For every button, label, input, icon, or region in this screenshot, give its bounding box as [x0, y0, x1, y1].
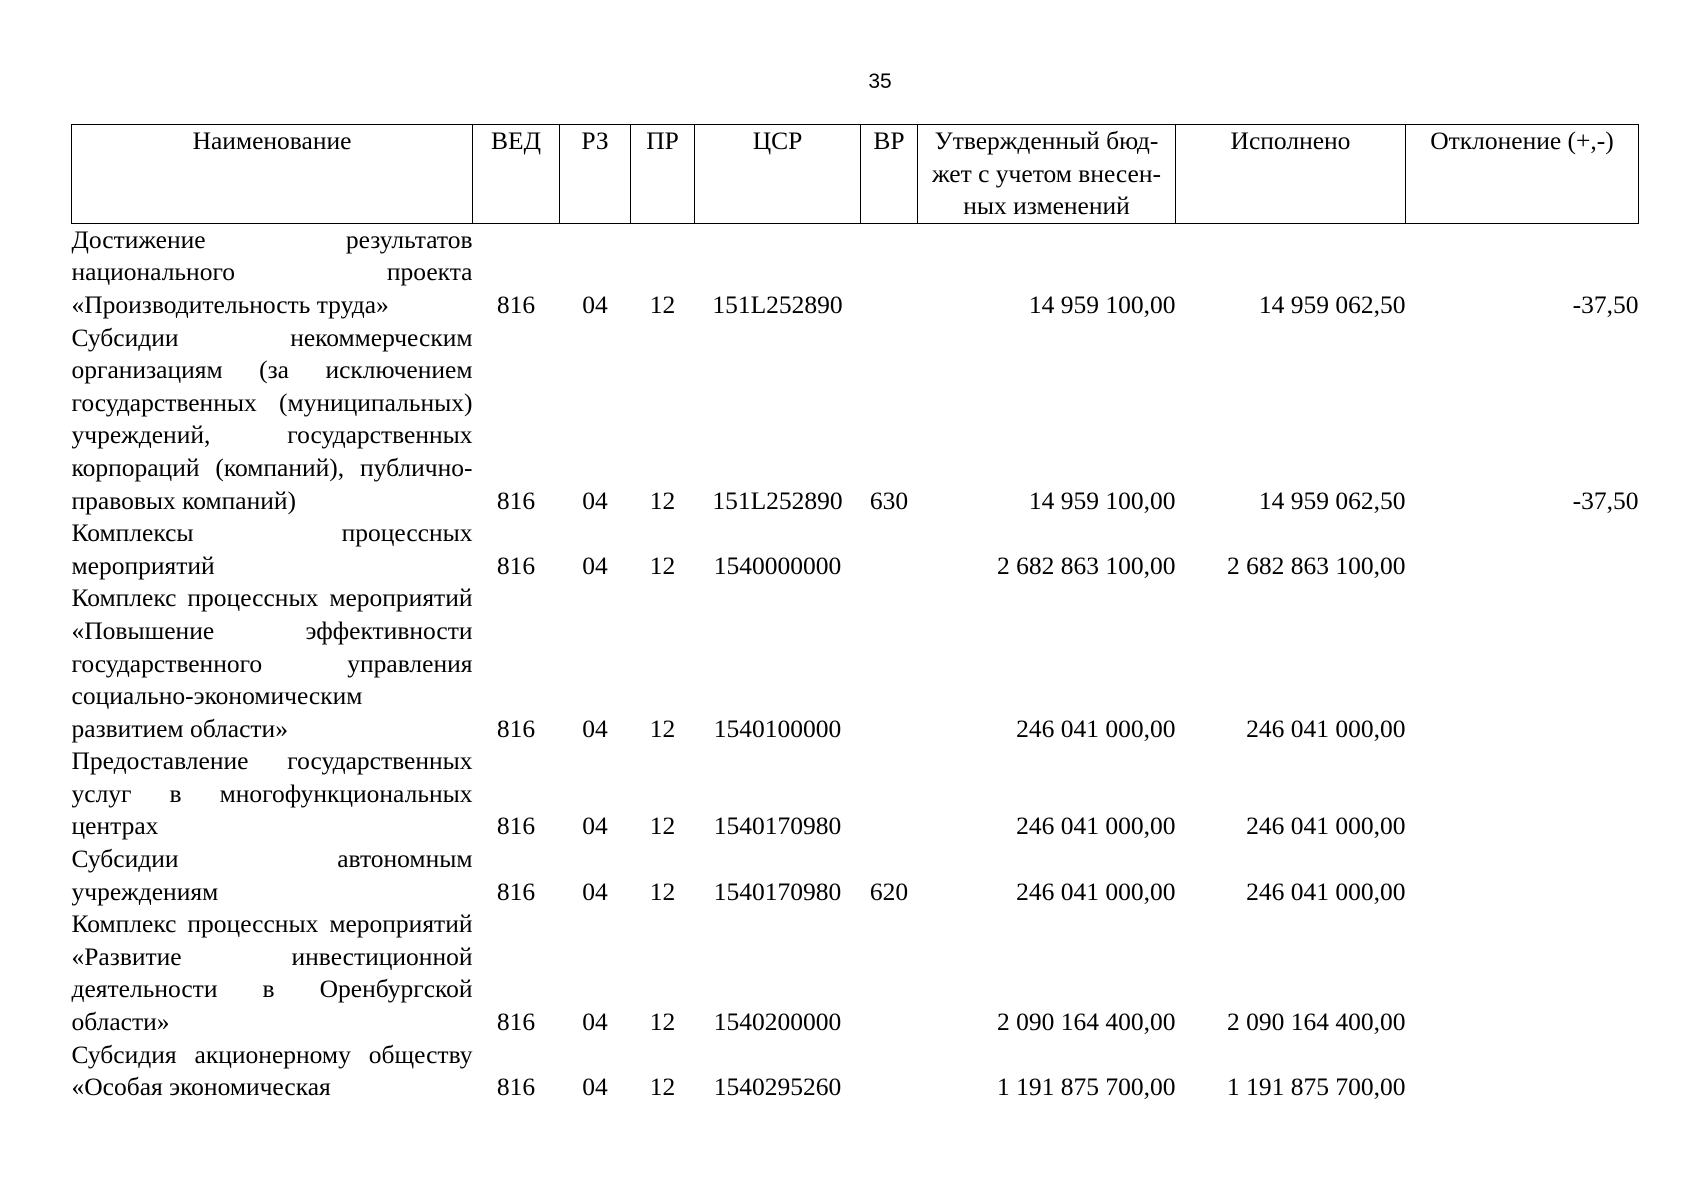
row-ved: 816 [496, 811, 536, 841]
row-name: Комплекс процессных мероприятий «Развитие инвестиционной деятельности в Оренбургской области» [71, 909, 473, 1037]
row-pr: 12 [649, 550, 676, 580]
table-row [72, 223, 1639, 321]
row-executed: 246 041 000,00 [1246, 811, 1406, 841]
row-budget: 2 682 863 100,00 [997, 550, 1176, 580]
row-executed: 2 090 164 400,00 [1227, 1007, 1406, 1037]
row-budget: 1 191 875 700,00 [997, 1072, 1176, 1102]
row-name: Достижение результатов национального проекта «Производительность труда» [71, 224, 473, 319]
row-deviation [1406, 517, 1639, 582]
row-budget: 246 041 000,00 [1016, 811, 1176, 841]
row-deviation: -37,50 [1572, 485, 1639, 515]
row-ved: 816 [496, 1072, 536, 1102]
row-vr: 630 [869, 485, 909, 515]
row-rz: 04 [582, 550, 608, 580]
table-body [72, 223, 1639, 1104]
table-row [72, 582, 1639, 745]
row-executed: 1 191 875 700,00 [1227, 1072, 1406, 1102]
row-vr [861, 908, 918, 1038]
header-ved: ВЕД [473, 125, 560, 224]
row-name: Субсидия акционерному обществу «Особая экономическая [71, 1039, 473, 1102]
row-ved: 816 [496, 289, 536, 319]
row-csr: 151L252890 [712, 289, 843, 319]
row-budget: 246 041 000,00 [1016, 713, 1176, 743]
row-pr: 12 [649, 1007, 676, 1037]
row-name: Комплексы процессных мероприятий [71, 518, 473, 580]
row-pr: 12 [649, 289, 676, 319]
row-executed: 14 959 062,50 [1258, 485, 1406, 515]
row-vr [861, 223, 918, 321]
row-vr [861, 517, 918, 582]
row-rz: 04 [582, 811, 608, 841]
row-ved: 816 [496, 1007, 536, 1037]
table-row [72, 322, 1639, 518]
row-deviation [1406, 745, 1639, 843]
table-row [72, 843, 1639, 908]
row-pr: 12 [649, 713, 676, 743]
header-pr: ПР [631, 125, 695, 224]
row-csr: 1540100000 [713, 713, 842, 743]
row-executed: 246 041 000,00 [1246, 876, 1406, 906]
row-csr: 1540200000 [713, 1007, 842, 1037]
row-name: Комплекс процессных мероприятий «Повышение эффективности государственного управления социально-экономическим развитием области» [71, 583, 473, 743]
header-rz: РЗ [560, 125, 631, 224]
row-csr: 1540170980 [713, 811, 842, 841]
row-executed: 2 682 863 100,00 [1227, 550, 1406, 580]
row-csr: 1540295260 [713, 1072, 842, 1102]
row-vr [861, 1039, 918, 1104]
row-name: Субсидии автономным учреждениям [71, 844, 473, 906]
row-name: Субсидии некоммерческим организациям (за исключением государственных (муниципальных) учреждений, государственных корпораций (компаний), публично-правовых компаний) [71, 322, 473, 515]
header-csr: ЦСР [695, 125, 861, 224]
row-pr: 12 [649, 485, 676, 515]
row-rz: 04 [582, 289, 608, 319]
row-ved: 816 [496, 550, 536, 580]
page-number: 35 [868, 70, 892, 93]
row-name: Предоставление государственных услуг в многофункциональных центрах [71, 746, 473, 841]
header-name: Наименование [72, 125, 473, 224]
row-ved: 816 [496, 485, 536, 515]
row-budget: 14 959 100,00 [1028, 485, 1176, 515]
row-deviation [1406, 582, 1639, 745]
row-pr: 12 [649, 1072, 676, 1102]
row-vr [861, 582, 918, 745]
row-executed: 246 041 000,00 [1246, 713, 1406, 743]
header-budget: Утвержденный бюд-жет с учетом внесен-ных изменений [918, 125, 1176, 224]
row-ved: 816 [496, 876, 536, 906]
row-deviation [1406, 1039, 1639, 1104]
row-deviation: -37,50 [1572, 289, 1639, 319]
row-vr: 620 [869, 876, 909, 906]
row-rz: 04 [582, 1007, 608, 1037]
row-deviation [1406, 908, 1639, 1038]
row-budget: 246 041 000,00 [1016, 876, 1176, 906]
row-ved: 816 [496, 713, 536, 743]
row-pr: 12 [649, 876, 676, 906]
row-deviation [1406, 843, 1639, 908]
table-row [72, 517, 1639, 582]
row-rz: 04 [582, 713, 608, 743]
table-header [72, 125, 1639, 224]
table-row [72, 908, 1639, 1038]
row-rz: 04 [582, 1072, 608, 1102]
row-csr: 1540170980 [713, 876, 842, 906]
header-vr: ВР [861, 125, 918, 224]
table-row [72, 1039, 1639, 1104]
row-rz: 04 [582, 876, 608, 906]
row-pr: 12 [649, 811, 676, 841]
row-vr [861, 745, 918, 843]
row-csr: 151L252890 [712, 485, 843, 515]
header-executed: Исполнено [1176, 125, 1406, 224]
budget-execution-table [71, 124, 1639, 1104]
row-rz: 04 [582, 485, 608, 515]
table-row [72, 745, 1639, 843]
row-budget: 2 090 164 400,00 [997, 1007, 1176, 1037]
row-csr: 1540000000 [713, 550, 842, 580]
row-executed: 14 959 062,50 [1258, 289, 1406, 319]
header-deviation: Отклонение (+,-) [1406, 125, 1639, 224]
row-budget: 14 959 100,00 [1028, 289, 1176, 319]
